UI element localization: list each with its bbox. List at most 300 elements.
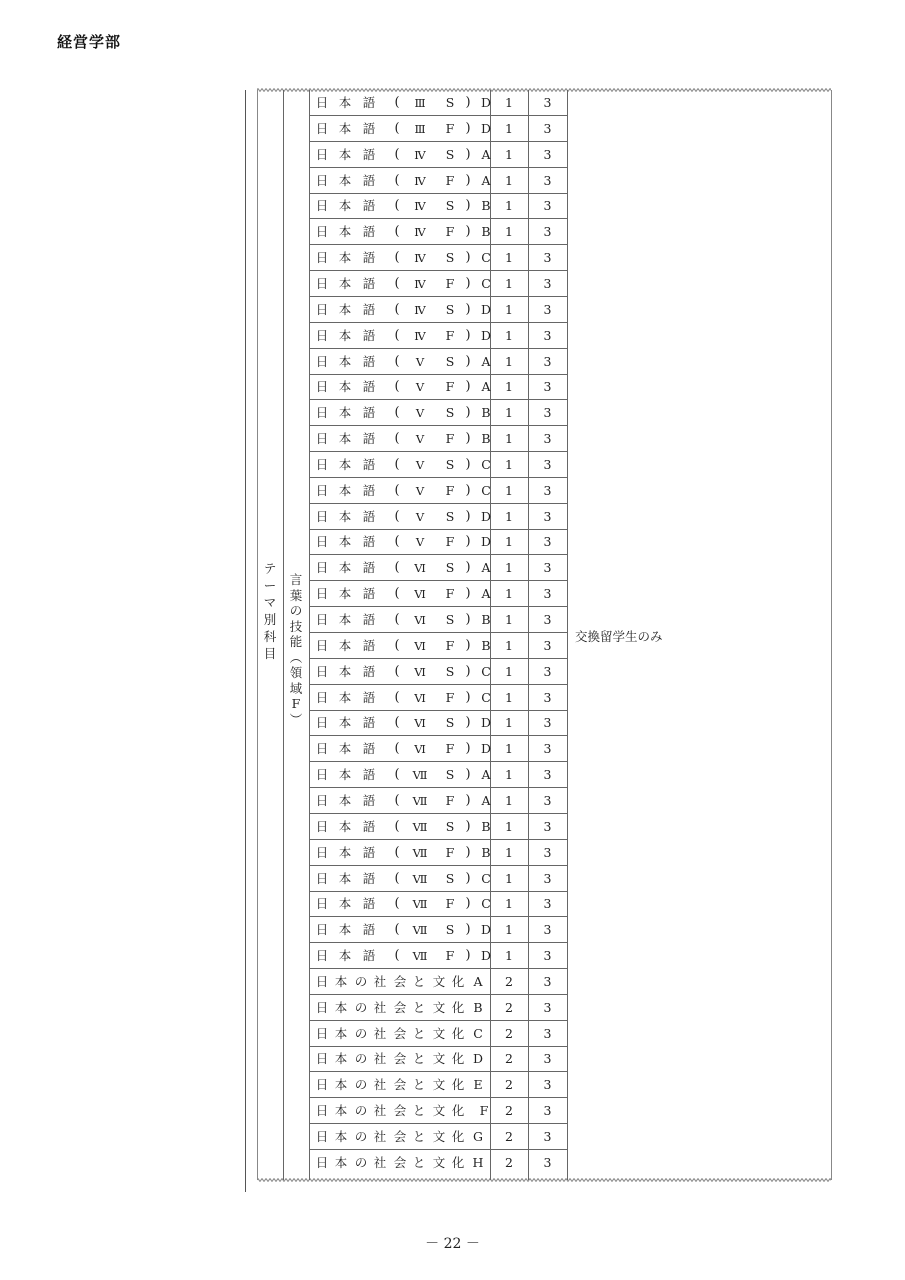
table-row <box>309 607 567 633</box>
year-cell: 3 <box>543 275 552 291</box>
credits-cell: 1 <box>505 612 513 627</box>
table-row <box>309 840 567 866</box>
course-name-char: 本 <box>338 431 352 447</box>
course-name-char: ( <box>394 508 400 524</box>
course-name-char: の <box>354 1103 368 1119</box>
credits-cell: 2 <box>505 1154 513 1170</box>
course-name-char: ) <box>465 120 471 136</box>
course-name-char: B <box>481 431 491 447</box>
category-label <box>261 560 279 662</box>
year-cell: 3 <box>543 95 552 110</box>
course-name-char: S <box>445 146 455 162</box>
year-cell: 3 <box>543 172 552 188</box>
vertical-char: 技 <box>289 618 303 634</box>
course-name-char: D <box>480 120 492 136</box>
course-name-char: 語 <box>362 405 376 421</box>
vertical-char: F <box>291 696 301 711</box>
course-name-char: F <box>445 637 455 653</box>
vertical-char: 科 <box>263 629 277 644</box>
course-name-char: 日 <box>315 327 329 343</box>
course-name-char: C <box>481 482 491 498</box>
course-name-char: ) <box>465 792 471 808</box>
course-name-char: 本 <box>338 456 352 472</box>
course-name-char: B <box>473 999 483 1015</box>
vertical-char: テ <box>263 561 277 576</box>
year-cell: 3 <box>543 353 552 369</box>
course-name-char: 日 <box>315 508 329 524</box>
course-name <box>309 866 490 892</box>
course-name-char: 語 <box>362 146 376 162</box>
course-name-char: A <box>481 172 491 188</box>
course-name-char: F <box>445 586 455 602</box>
year-cell: 3 <box>543 379 552 395</box>
course-name-char: 日 <box>315 973 329 989</box>
course-name-char: 会 <box>393 1077 407 1093</box>
course-name-char: Ⅴ <box>415 483 425 498</box>
course-name-char: 語 <box>362 379 376 395</box>
course-name-char: 会 <box>393 1154 407 1170</box>
course-name-char: 語 <box>362 870 376 886</box>
course-name-char: 本 <box>334 1154 348 1170</box>
course-name-char: ) <box>465 482 471 498</box>
course-name-char: S <box>445 405 455 421</box>
vertical-char: 別 <box>263 612 277 627</box>
table-row <box>309 529 567 555</box>
course-name-char: D <box>480 922 492 938</box>
course-name-char: 化 <box>451 999 465 1015</box>
table-row <box>309 219 567 245</box>
course-name-char: と <box>412 1025 426 1041</box>
credits-cell: 2 <box>505 973 513 989</box>
credits-cell: 1 <box>505 586 513 602</box>
course-name-char: 日 <box>315 120 329 136</box>
year-cell: 3 <box>543 922 552 938</box>
course-name-char: 本 <box>338 612 352 627</box>
course-name-char: ( <box>394 818 400 834</box>
course-name-char: 日 <box>315 715 329 731</box>
year-cell: 3 <box>543 792 552 808</box>
credits-cell: 1 <box>505 95 513 110</box>
course-name-char: ( <box>394 792 400 808</box>
course-name-char: D <box>480 327 492 343</box>
course-name <box>309 400 490 426</box>
course-name-char: 社 <box>373 1129 387 1144</box>
credits-cell: 1 <box>505 948 513 964</box>
course-name-char: S <box>445 508 455 524</box>
course-name-char: 社 <box>373 973 387 989</box>
course-name-char: 日 <box>315 767 329 783</box>
course-name-char: Ⅴ <box>415 509 425 524</box>
year-cell: 3 <box>543 586 552 602</box>
course-name-char: A <box>473 973 483 989</box>
course-name <box>309 90 490 116</box>
course-name-char: E <box>473 1077 483 1093</box>
course-name-char: Ⅲ <box>414 121 426 136</box>
year-cell: 3 <box>543 431 552 447</box>
course-name-char: D <box>480 508 492 524</box>
course-name-char: 語 <box>362 250 376 266</box>
course-name-char: S <box>445 612 455 627</box>
table-row <box>309 504 567 530</box>
table-row <box>309 245 567 271</box>
course-name-char: 本 <box>338 301 352 317</box>
course-name-char: ( <box>394 224 400 240</box>
course-name-char: 文 <box>432 1025 446 1041</box>
course-name-char: 本 <box>338 405 352 421</box>
course-name-char: と <box>412 1077 426 1093</box>
course-name-char: 会 <box>393 1103 407 1119</box>
course-name-char: F <box>479 1103 489 1119</box>
course-name-char: ) <box>465 741 471 757</box>
course-name <box>309 840 490 866</box>
credits-cell: 1 <box>505 534 513 550</box>
course-name-char: と <box>412 1129 426 1144</box>
course-name-char: 本 <box>338 146 352 162</box>
course-name-char: 語 <box>362 663 376 679</box>
course-name-char: 本 <box>338 560 352 576</box>
course-name-char: ) <box>465 534 471 550</box>
course-name-char: D <box>480 534 492 550</box>
course-name-char: F <box>445 482 455 498</box>
course-name-char: 日 <box>315 948 329 964</box>
course-name-char: Ⅵ <box>414 716 426 731</box>
credits-cell: 1 <box>505 327 513 343</box>
table-row <box>309 116 567 142</box>
course-name-char: 日 <box>315 379 329 395</box>
course-name-char: 日 <box>315 792 329 808</box>
course-name-char: ) <box>465 663 471 679</box>
year-cell: 3 <box>543 689 552 705</box>
course-name <box>309 245 490 271</box>
course-name-char: ) <box>465 844 471 860</box>
table-row <box>309 969 567 995</box>
course-name-char: 語 <box>362 948 376 964</box>
course-name-char: 語 <box>362 508 376 524</box>
course-name-char: ) <box>465 870 471 886</box>
course-name-char: ( <box>394 275 400 291</box>
year-cell: 3 <box>543 896 552 912</box>
course-name-char: Ⅴ <box>415 380 425 395</box>
course-name-char: ( <box>394 431 400 447</box>
column-divider <box>283 90 284 1180</box>
credits-cell: 1 <box>505 379 513 395</box>
course-name-char: S <box>445 922 455 938</box>
credits-cell: 2 <box>505 1025 513 1041</box>
course-name-char: ) <box>465 715 471 731</box>
course-name-char: Ⅶ <box>412 949 428 964</box>
course-name-char: ) <box>465 198 471 214</box>
vertical-char: ー <box>263 578 277 593</box>
course-name-char: F <box>445 741 455 757</box>
course-name-char: B <box>481 612 491 627</box>
course-name-char: 化 <box>451 1103 465 1119</box>
course-name-char: ) <box>465 353 471 369</box>
course-name-char: 日 <box>315 95 329 110</box>
course-name-char: ( <box>394 120 400 136</box>
course-name-char: 本 <box>334 1103 348 1119</box>
course-name-char: 本 <box>338 172 352 188</box>
course-name <box>309 685 490 711</box>
course-name-char: Ⅵ <box>414 587 426 602</box>
course-name-char: と <box>412 999 426 1015</box>
course-name-char: ) <box>465 612 471 627</box>
course-name-char: Ⅲ <box>414 96 426 110</box>
course-name <box>309 323 490 349</box>
course-name-char: 語 <box>362 741 376 757</box>
course-name-char: 語 <box>362 224 376 240</box>
course-name-char: 日 <box>315 586 329 602</box>
course-name-char: 会 <box>393 999 407 1015</box>
course-name-char: ( <box>394 844 400 860</box>
table-row <box>309 555 567 581</box>
course-name-char: 語 <box>362 327 376 343</box>
year-cell: 3 <box>543 612 552 627</box>
course-name-char: ) <box>465 922 471 938</box>
vertical-char: 域 <box>289 680 303 696</box>
course-name-char: ) <box>465 689 471 705</box>
year-cell: 3 <box>543 1129 552 1144</box>
table-row <box>309 168 567 194</box>
course-name-char: ) <box>465 327 471 343</box>
course-name <box>309 736 490 762</box>
table-row <box>309 1124 567 1150</box>
course-name-char: 日 <box>315 224 329 240</box>
table-row <box>309 1046 567 1072</box>
course-name-char: Ⅵ <box>414 561 426 576</box>
course-name-char: 語 <box>362 792 376 808</box>
course-name-char: ( <box>394 586 400 602</box>
vertical-char: 能 <box>289 634 303 649</box>
course-name-char: ) <box>465 301 471 317</box>
course-name-char: A <box>481 379 491 395</box>
year-cell: 3 <box>543 1103 552 1119</box>
course-name-char: ( <box>394 922 400 938</box>
course-name-char: H <box>472 1154 484 1170</box>
course-name-char: 本 <box>338 792 352 808</box>
credits-cell: 1 <box>505 482 513 498</box>
course-name-char: ( <box>394 741 400 757</box>
course-name-char: ( <box>394 198 400 214</box>
course-name-char: 語 <box>362 586 376 602</box>
year-cell: 3 <box>543 405 552 421</box>
year-cell: 3 <box>543 637 552 653</box>
course-name-char: 日 <box>315 663 329 679</box>
course-name-char: 語 <box>362 275 376 291</box>
course-name-char: D <box>480 301 492 317</box>
course-name-char: 本 <box>338 120 352 136</box>
credits-cell: 1 <box>505 120 513 136</box>
course-name-char: 日 <box>315 456 329 472</box>
vertical-char: の <box>289 603 303 618</box>
course-name-char: 化 <box>451 1154 465 1170</box>
course-name <box>309 917 490 943</box>
course-name-char: ( <box>394 172 400 188</box>
course-name <box>309 374 490 400</box>
course-name-char: 本 <box>334 1051 348 1067</box>
credits-cell: 1 <box>505 508 513 524</box>
course-name-char: B <box>481 224 491 240</box>
table-row <box>309 1072 567 1098</box>
course-name-char: 本 <box>338 586 352 602</box>
year-cell: 3 <box>543 146 552 162</box>
course-name-char: 語 <box>362 844 376 860</box>
table-row <box>309 271 567 297</box>
course-name-char: D <box>472 1051 484 1067</box>
course-name <box>309 452 490 478</box>
course-name-char: 文 <box>432 1051 446 1067</box>
credits-cell: 2 <box>505 1077 513 1093</box>
credits-cell: 1 <box>505 741 513 757</box>
course-name-char: Ⅵ <box>414 613 426 627</box>
course-name <box>309 349 490 375</box>
table-row <box>309 995 567 1021</box>
course-name-char: F <box>445 896 455 912</box>
course-name-char: 日 <box>315 689 329 705</box>
course-name-char: 日 <box>315 1077 329 1093</box>
course-name-char: 会 <box>393 1129 407 1144</box>
course-name-char: ( <box>394 767 400 783</box>
course-name-char: 社 <box>373 1103 387 1119</box>
course-name-char: ( <box>394 896 400 912</box>
course-name-char: 語 <box>362 560 376 576</box>
course-name-char: S <box>445 250 455 266</box>
course-name-char: Ⅶ <box>412 845 428 860</box>
table-row <box>309 452 567 478</box>
course-name-char: Ⅶ <box>412 871 428 886</box>
course-name-char: 日 <box>315 534 329 550</box>
course-name-char: 語 <box>362 198 376 214</box>
table-row <box>309 866 567 892</box>
course-name-char: 本 <box>338 637 352 653</box>
course-name-char: ) <box>465 948 471 964</box>
course-name-char: 本 <box>338 379 352 395</box>
course-name-char: 語 <box>362 896 376 912</box>
course-name-char: 化 <box>451 1129 465 1144</box>
course-name-char: 本 <box>338 250 352 266</box>
course-name-char: 語 <box>362 431 376 447</box>
course-name-char: Ⅳ <box>414 225 426 240</box>
course-name-char: C <box>481 663 491 679</box>
course-name-char: ) <box>465 146 471 162</box>
year-cell: 3 <box>543 767 552 783</box>
year-cell: 3 <box>543 508 552 524</box>
course-name <box>309 271 490 297</box>
course-name-char: ( <box>394 95 400 110</box>
course-name <box>309 478 490 504</box>
course-name-char: 社 <box>373 1154 387 1170</box>
course-name-char: 本 <box>338 663 352 679</box>
year-cell: 3 <box>543 1025 552 1041</box>
year-cell: 3 <box>543 456 552 472</box>
credits-cell: 1 <box>505 275 513 291</box>
course-name-char: A <box>481 586 491 602</box>
year-cell: 3 <box>543 999 552 1015</box>
course-name-char: 本 <box>338 844 352 860</box>
course-name-char: 語 <box>362 818 376 834</box>
year-cell: 3 <box>543 663 552 679</box>
course-name-char: D <box>480 741 492 757</box>
course-name-char: 日 <box>315 172 329 188</box>
course-name-char: F <box>445 275 455 291</box>
table-right-border <box>831 90 832 1180</box>
course-name-char: D <box>480 95 492 110</box>
course-name-char: S <box>445 353 455 369</box>
course-name-char: 語 <box>362 637 376 653</box>
course-name-char: 本 <box>338 275 352 291</box>
course-name-char: F <box>445 379 455 395</box>
course-name-char: Ⅶ <box>412 897 428 912</box>
year-cell: 3 <box>543 482 552 498</box>
credits-cell: 1 <box>505 896 513 912</box>
year-cell: 3 <box>543 818 552 834</box>
course-name-char: 日 <box>315 405 329 421</box>
vertical-char: ︶ <box>289 711 303 727</box>
course-name-char: 日 <box>315 482 329 498</box>
course-name-char: Ⅴ <box>415 406 425 421</box>
vertical-char: 領 <box>289 665 303 680</box>
course-name-char: 本 <box>338 922 352 938</box>
year-cell: 3 <box>543 120 552 136</box>
table-row <box>309 581 567 607</box>
course-name-char: 日 <box>315 741 329 757</box>
course-name-char: 本 <box>338 689 352 705</box>
table-row <box>309 142 567 168</box>
course-name-char: C <box>481 456 491 472</box>
course-name-char: の <box>354 1077 368 1093</box>
course-name-char: 本 <box>338 741 352 757</box>
table-row <box>309 193 567 219</box>
course-name <box>309 1021 490 1047</box>
course-name-char: C <box>481 896 491 912</box>
course-name-char: 文 <box>432 1154 446 1170</box>
year-cell: 3 <box>543 1077 552 1093</box>
credits-cell: 1 <box>505 637 513 653</box>
course-name-char: 化 <box>451 1025 465 1041</box>
course-name <box>309 788 490 814</box>
credits-cell: 1 <box>505 792 513 808</box>
course-name <box>309 1046 490 1072</box>
course-name-char: ( <box>394 534 400 550</box>
credits-cell: 1 <box>505 689 513 705</box>
year-cell: 3 <box>543 198 552 214</box>
course-name-char: Ⅵ <box>414 742 426 757</box>
course-name-char: の <box>354 1051 368 1067</box>
course-name-char: ( <box>394 948 400 964</box>
course-name <box>309 555 490 581</box>
table-row <box>309 943 567 969</box>
course-name <box>309 529 490 555</box>
credits-cell: 2 <box>505 1103 513 1119</box>
course-name-char: S <box>445 818 455 834</box>
credits-cell: 1 <box>505 353 513 369</box>
table-row <box>309 710 567 736</box>
course-name-char: Ⅴ <box>415 432 425 447</box>
course-name-char: S <box>445 663 455 679</box>
course-name-char: 化 <box>451 1077 465 1093</box>
table-row <box>309 1098 567 1124</box>
course-name-char: Ⅶ <box>412 793 428 808</box>
course-name-char: 本 <box>334 1077 348 1093</box>
course-name-char: 会 <box>393 1025 407 1041</box>
course-name-char: ( <box>394 612 400 627</box>
course-name-char: F <box>445 792 455 808</box>
course-name-char: ) <box>465 405 471 421</box>
course-name-char: ) <box>465 637 471 653</box>
credits-cell: 1 <box>505 198 513 214</box>
course-name-char: 日 <box>315 1103 329 1119</box>
course-name-char: B <box>481 844 491 860</box>
course-name-char: 社 <box>373 1025 387 1041</box>
